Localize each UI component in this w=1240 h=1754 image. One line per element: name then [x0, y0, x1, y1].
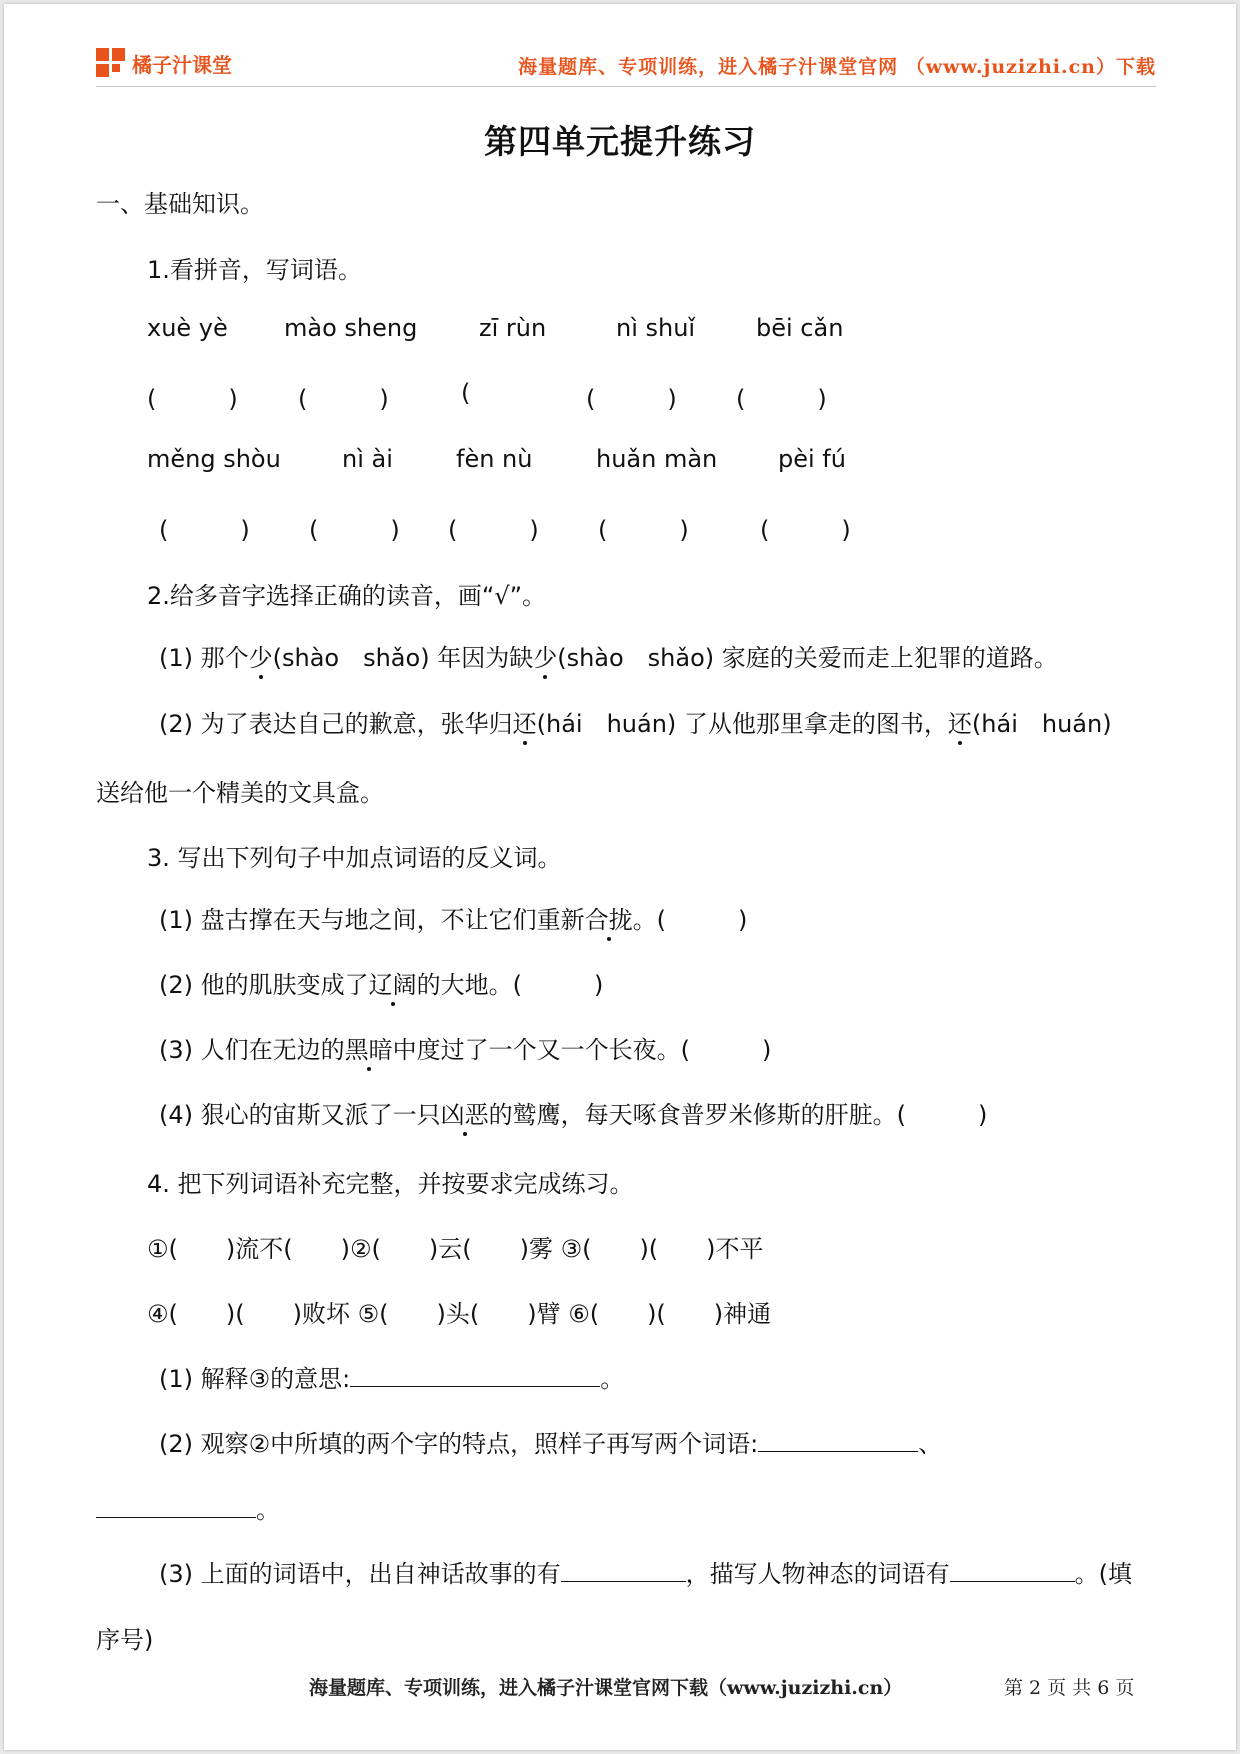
sentence-text: (1) 盘古撑在天与地之间，不让它们重新	[159, 906, 585, 934]
dotted-word: 辽阔	[368, 971, 417, 999]
answer-blank[interactable]	[950, 1557, 1075, 1582]
dotted-word: 凶恶	[440, 1101, 489, 1129]
idiom-row-2[interactable]: ④( )( )败坏 ⑤( )头( )臂 ⑥( )( )神通	[147, 1300, 772, 1328]
answer-bracket[interactable]: ( )	[309, 516, 400, 544]
question-3-item-2	[159, 965, 603, 1000]
answer-bracket[interactable]: 的鹫鹰，每天啄食普罗米修斯的肝脏。( )	[488, 1101, 988, 1129]
answer-bracket[interactable]: 中度过了一个又一个长夜。( )	[392, 1036, 772, 1064]
dotted-char: 少	[533, 644, 558, 672]
dotted-char: 少	[248, 644, 273, 672]
dotted-word: 合拢	[584, 906, 633, 934]
pinyin-item: pèi fú	[778, 445, 846, 473]
sentence-text: (2) 他的肌肤变成了	[159, 971, 369, 999]
sentence-text: (1) 解释③的意思:	[159, 1365, 351, 1393]
question-3-item-3	[159, 1030, 771, 1065]
pinyin-item: bēi cǎn	[756, 314, 844, 342]
question-1-prompt: 1.看拼音，写词语。	[147, 256, 362, 284]
page-header	[96, 44, 1156, 87]
section-heading: 一、基础知识。	[96, 190, 264, 218]
pinyin-item: xuè yè	[147, 314, 228, 342]
pinyin-item: fèn nù	[456, 445, 533, 473]
brand-logo	[96, 48, 232, 78]
sentence-text: (1) 那个	[159, 644, 249, 672]
sentence-text: (4) 狠心的宙斯又派了一只	[159, 1101, 441, 1129]
pinyin-item: měng shòu	[147, 445, 281, 473]
dotted-char: 还	[947, 710, 972, 738]
question-4-prompt: 4. 把下列词语补充完整，并按要求完成练习。	[147, 1170, 634, 1198]
pinyin-item: huǎn màn	[596, 445, 718, 473]
question-2-item-2	[159, 704, 1112, 739]
question-4-sub-3-continued: 序号)	[96, 1626, 154, 1654]
sentence-text: (hái huán)	[971, 710, 1112, 738]
question-3-item-1	[159, 900, 747, 935]
answer-bracket[interactable]: ( )	[298, 385, 389, 413]
answer-bracket[interactable]: (	[461, 379, 471, 407]
sentence-text: 、	[918, 1430, 943, 1458]
document-page	[4, 4, 1236, 1750]
answer-bracket[interactable]: ( )	[147, 385, 238, 413]
answer-bracket[interactable]: ( )	[736, 385, 827, 413]
sentence-text: (shào shǎo) 家庭的关爱而走上犯罪的道路。	[557, 644, 1058, 672]
sentence-text: 。	[600, 1365, 625, 1393]
answer-bracket[interactable]: ( )	[159, 516, 250, 544]
answer-bracket[interactable]: 的大地。( )	[416, 971, 604, 999]
sentence-text: (hái huán) 了从他那里拿走的图书，	[536, 710, 948, 738]
pinyin-item: zī rùn	[479, 314, 547, 342]
footer-slogan: 海量题库、专项训练，进入橘子汁课堂官网下载（www.juzizhi.cn）	[309, 1677, 903, 1699]
answer-blank[interactable]	[561, 1557, 686, 1582]
page-number: 第 2 页 共 6 页	[1004, 1677, 1135, 1699]
sentence-text: (3) 人们在无边的	[159, 1036, 345, 1064]
page-title: 第四单元提升练习	[484, 122, 756, 161]
idiom-row-1[interactable]: ①( )流不( )②( )云( )雾 ③( )( )不平	[147, 1235, 764, 1263]
answer-bracket[interactable]: ( )	[586, 385, 677, 413]
answer-bracket[interactable]: ( )	[448, 516, 539, 544]
answer-bracket[interactable]: ( )	[760, 516, 851, 544]
question-3-item-4	[159, 1095, 987, 1130]
question-2-prompt: 2.给多音字选择正确的读音，画“√”。	[147, 582, 547, 610]
question-4-sub-3	[159, 1554, 1132, 1589]
answer-bracket[interactable]: ( )	[598, 516, 689, 544]
sentence-text: ，描写人物神态的词语有	[685, 1560, 950, 1588]
dotted-char: 还	[512, 710, 537, 738]
sentence-text: (3) 上面的词语中，出自神话故事的有	[159, 1560, 561, 1588]
sentence-text: 。	[256, 1496, 280, 1524]
answer-blank[interactable]	[758, 1427, 918, 1452]
pinyin-item: mào sheng	[284, 314, 418, 342]
dotted-word: 黑暗	[344, 1036, 393, 1064]
answer-bracket[interactable]: 。( )	[632, 906, 748, 934]
pinyin-item: nì ài	[342, 445, 393, 473]
logo-squares-icon	[96, 48, 126, 78]
sentence-text: (2) 观察②中所填的两个字的特点，照样子再写两个词语:	[159, 1430, 759, 1458]
logo-text: 橘子汁课堂	[132, 52, 232, 77]
answer-blank[interactable]	[350, 1362, 600, 1387]
question-3-prompt: 3. 写出下列句子中加点词语的反义词。	[147, 844, 562, 872]
sentence-text: 。(填	[1074, 1560, 1132, 1588]
question-4-sub-2-continued	[96, 1490, 280, 1525]
header-slogan: 海量题库、专项训练，进入橘子汁课堂官网 （www.juzizhi.cn）下载	[518, 56, 1156, 78]
question-2-item-2-continued: 送给他一个精美的文具盒。	[96, 779, 384, 807]
sentence-text: (shào shǎo) 年因为缺	[272, 644, 534, 672]
sentence-text: (2) 为了表达自己的歉意，张华归	[159, 710, 513, 738]
question-4-sub-2	[159, 1424, 942, 1459]
question-2-item-1	[159, 638, 1058, 673]
answer-blank[interactable]	[96, 1493, 256, 1518]
question-4-sub-1	[159, 1359, 624, 1394]
pinyin-item: nì shuǐ	[616, 314, 696, 342]
